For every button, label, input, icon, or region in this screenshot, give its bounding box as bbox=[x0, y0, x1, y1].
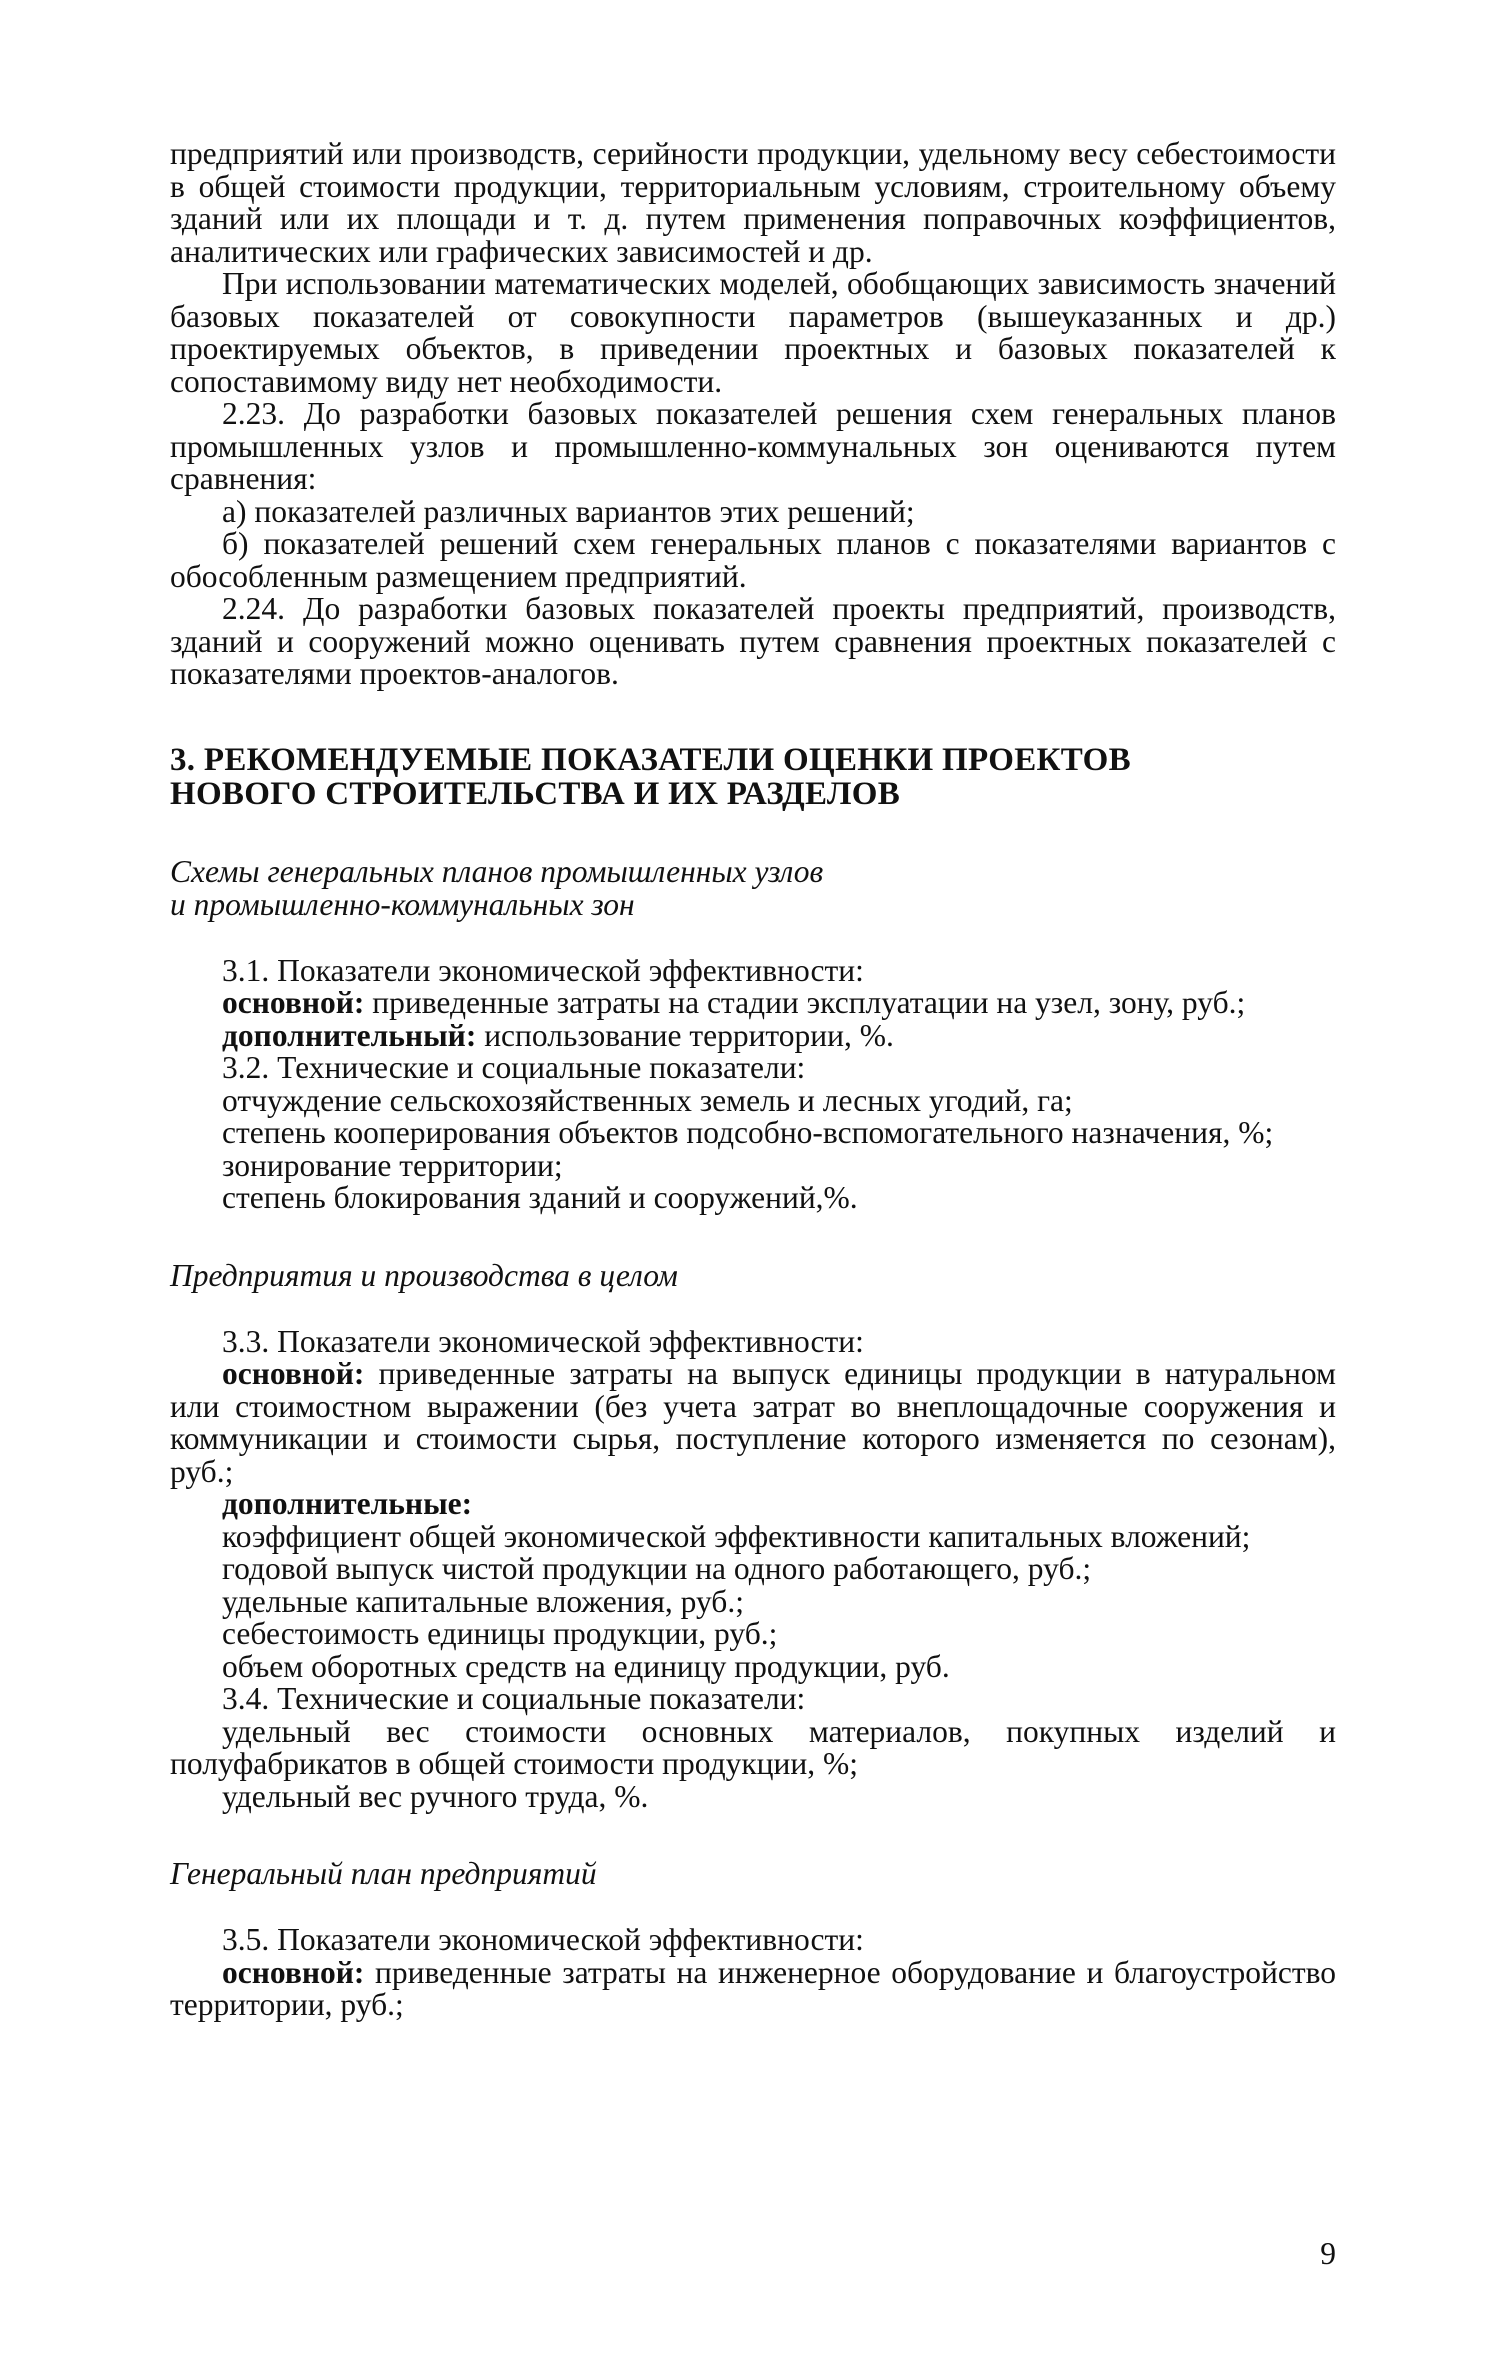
list-item: удельный вес стоимости основных материалов, покупных изделий и полуфабрикатов в общей стоимости продукции, %; bbox=[170, 1713, 1336, 1781]
subsection-enterprises-body bbox=[170, 1323, 1336, 1814]
page-number: 9 bbox=[1320, 2236, 1336, 2271]
main-text: приведенные затраты на стадии эксплуатации на узел, зону, руб.; bbox=[364, 985, 1246, 1020]
section-3-heading bbox=[170, 743, 1336, 811]
additional-text: использование территории, %. bbox=[476, 1017, 894, 1053]
paragraph-3-4: 3.4. Технические и социальные показатели: bbox=[222, 1681, 806, 1716]
subsection-enterprises-heading: Предприятия и производства в целом bbox=[170, 1257, 678, 1293]
additional-label: дополнительные: bbox=[222, 1486, 473, 1521]
paragraph-3-5: 3.5. Показатели экономической эффективности: bbox=[222, 1922, 864, 1957]
list-item: удельный вес ручного труда, %. bbox=[222, 1778, 649, 1814]
list-item: годовой выпуск чистой продукции на одного работающего, руб.; bbox=[222, 1551, 1092, 1586]
list-item: отчуждение сельскохозяйственных земель и лесных угодий, га; bbox=[222, 1082, 1073, 1118]
paragraph-math-models: При использовании математических моделей, обобщающих зависимость значений базовых показателей от совокупности параметров (вышеуказанных и др.) проектируемых объектов, в приведении проектных и базовых показателей к сопоставимому виду нет необходимости. bbox=[170, 266, 1336, 399]
list-item: степень блокирования зданий и сооружений,%. bbox=[222, 1180, 858, 1215]
main-label: основной: bbox=[222, 1356, 365, 1391]
additional-label: дополнительный: bbox=[222, 1017, 477, 1053]
list-item: объем оборотных средств на единицу продукции, руб. bbox=[222, 1648, 950, 1684]
main-label: основной: bbox=[222, 985, 365, 1020]
section-3-heading-line1: 3. РЕКОМЕНДУЕМЫЕ ПОКАЗАТЕЛИ ОЦЕНКИ ПРОЕКТОВ bbox=[170, 741, 1131, 778]
main-text: приведенные затраты на выпуск единицы продукции в натуральном или стоимостном выражении (без учета затрат во внеплощадочные сооружения и коммуникации и стоимости сырья, поступление которого изменяется по сезонам), руб.; bbox=[170, 1356, 1336, 1489]
subsection-schemes-heading bbox=[170, 855, 1336, 921]
list-item: удельные капитальные вложения, руб.; bbox=[222, 1583, 744, 1619]
paragraph-3-3-additional-label bbox=[170, 1488, 1336, 1521]
subsection-schemes-heading-line2: и промышленно-коммунальных зон bbox=[170, 886, 635, 922]
subsection-master-plan-body bbox=[170, 1924, 1336, 2022]
paragraph-3-1: 3.1. Показатели экономической эффективности: bbox=[222, 952, 864, 988]
list-item-b: б) показателей решений схем генеральных планов с показателями вариантов с обособленным размещением предприятий. bbox=[170, 526, 1336, 594]
subsection-master-plan-heading: Генеральный план предприятий bbox=[170, 1856, 597, 1891]
subsection-schemes-heading-line1: Схемы генеральных планов промышленных узлов bbox=[170, 853, 824, 889]
list-item: степень кооперирования объектов подсобно-вспомогательного назначения, %; bbox=[222, 1115, 1274, 1150]
subsection-schemes-body bbox=[170, 952, 1336, 1215]
paragraph-2-24: 2.24. До разработки базовых показателей проекты предприятий, производств, зданий и сооружений можно оценивать путем сравнения проектных показателей с показателями проектов-аналогов. bbox=[170, 591, 1336, 691]
list-item-a: а) показателей различных вариантов этих решений; bbox=[222, 493, 915, 529]
paragraph-continuation: предприятий или производств, серийности продукции, удельному весу себестоимости в общей стоимости продукции, территориальным условиям, строительному объему зданий или их площади и т. д. путем применения поправочных коэффициентов, аналитических или графических зависимостей и др. bbox=[170, 136, 1336, 269]
list-item: коэффициент общей экономической эффективности капитальных вложений; bbox=[222, 1518, 1251, 1554]
paragraph-3-5-main bbox=[170, 1954, 1336, 2022]
paragraph-3-3: 3.3. Показатели экономической эффективности: bbox=[222, 1323, 864, 1359]
section-3-heading-line2: НОВОГО СТРОИТЕЛЬСТВА И ИХ РАЗДЕЛОВ bbox=[170, 775, 901, 812]
main-text: приведенные затраты на инженерное оборудование и благоустройство территории, руб.; bbox=[170, 1954, 1336, 2022]
paragraph-3-3-main bbox=[170, 1358, 1336, 1488]
paragraph-3-1-additional bbox=[170, 1017, 1336, 1053]
list-item: зонирование территории; bbox=[222, 1147, 563, 1183]
list-item: себестоимость единицы продукции, руб.; bbox=[222, 1616, 778, 1651]
paragraph-3-2: 3.2. Технические и социальные показатели: bbox=[222, 1050, 806, 1085]
paragraph-3-1-main bbox=[170, 987, 1336, 1020]
main-label: основной: bbox=[222, 1954, 365, 1990]
paragraph-2-23: 2.23. До разработки базовых показателей решения схем генеральных планов промышленных узлов и промышленно-коммунальных зон оцениваются путем сравнения: bbox=[170, 396, 1336, 496]
